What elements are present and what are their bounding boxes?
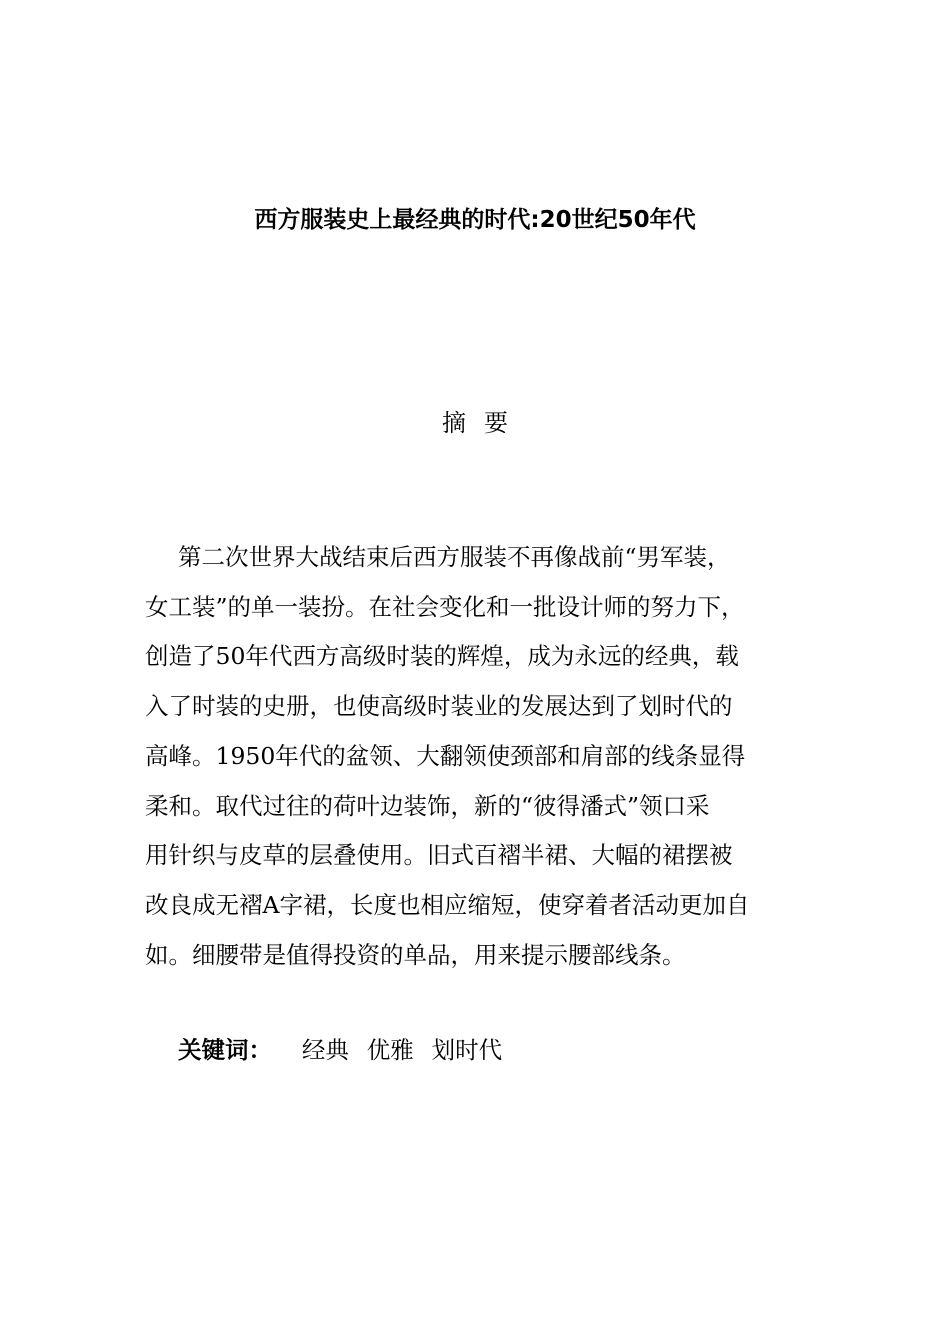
abstract-body — [145, 533, 805, 980]
keyword-item: 优雅 — [366, 1036, 414, 1064]
keyword-item: 经典 — [301, 1036, 349, 1064]
keyword-item: 划时代 — [431, 1036, 503, 1064]
document-title: 西方服装史上最经典的时代:20世纪50年代 — [254, 207, 696, 233]
abstract-heading: 摘要 — [442, 409, 526, 437]
abstract-line: 女工装”的单一装扮。在社会变化和一批设计师的努力下， — [145, 592, 745, 621]
abstract-line: 用针织与皮草的层叠使用。旧式百褶半裙、大幅的裙摆被 — [145, 841, 733, 870]
abstract-line: 高峰。1950年代的盆领、大翻领使颈部和肩部的线条显得 — [145, 741, 746, 770]
abstract-line: 柔和。取代过往的荷叶边装饰，新的“彼得潘式”领口采 — [145, 791, 710, 820]
abstract-line: 入了时装的史册，也使高级时装业的发展达到了划时代的 — [145, 692, 733, 721]
abstract-line: 第二次世界大战结束后西方服装不再像战前“男军装， — [178, 543, 731, 571]
abstract-line: 如。细腰带是值得投资的单品，用来提示腰部线条。 — [145, 940, 686, 969]
keywords-label: 关键词： — [178, 1036, 272, 1064]
abstract-line: 改良成无褶A字裙，长度也相应缩短，使穿着者活动更加自 — [145, 890, 750, 919]
abstract-line: 创造了50年代西方高级时装的辉煌，成为永远的经典，载 — [145, 642, 739, 671]
keywords-line — [178, 1030, 818, 1071]
